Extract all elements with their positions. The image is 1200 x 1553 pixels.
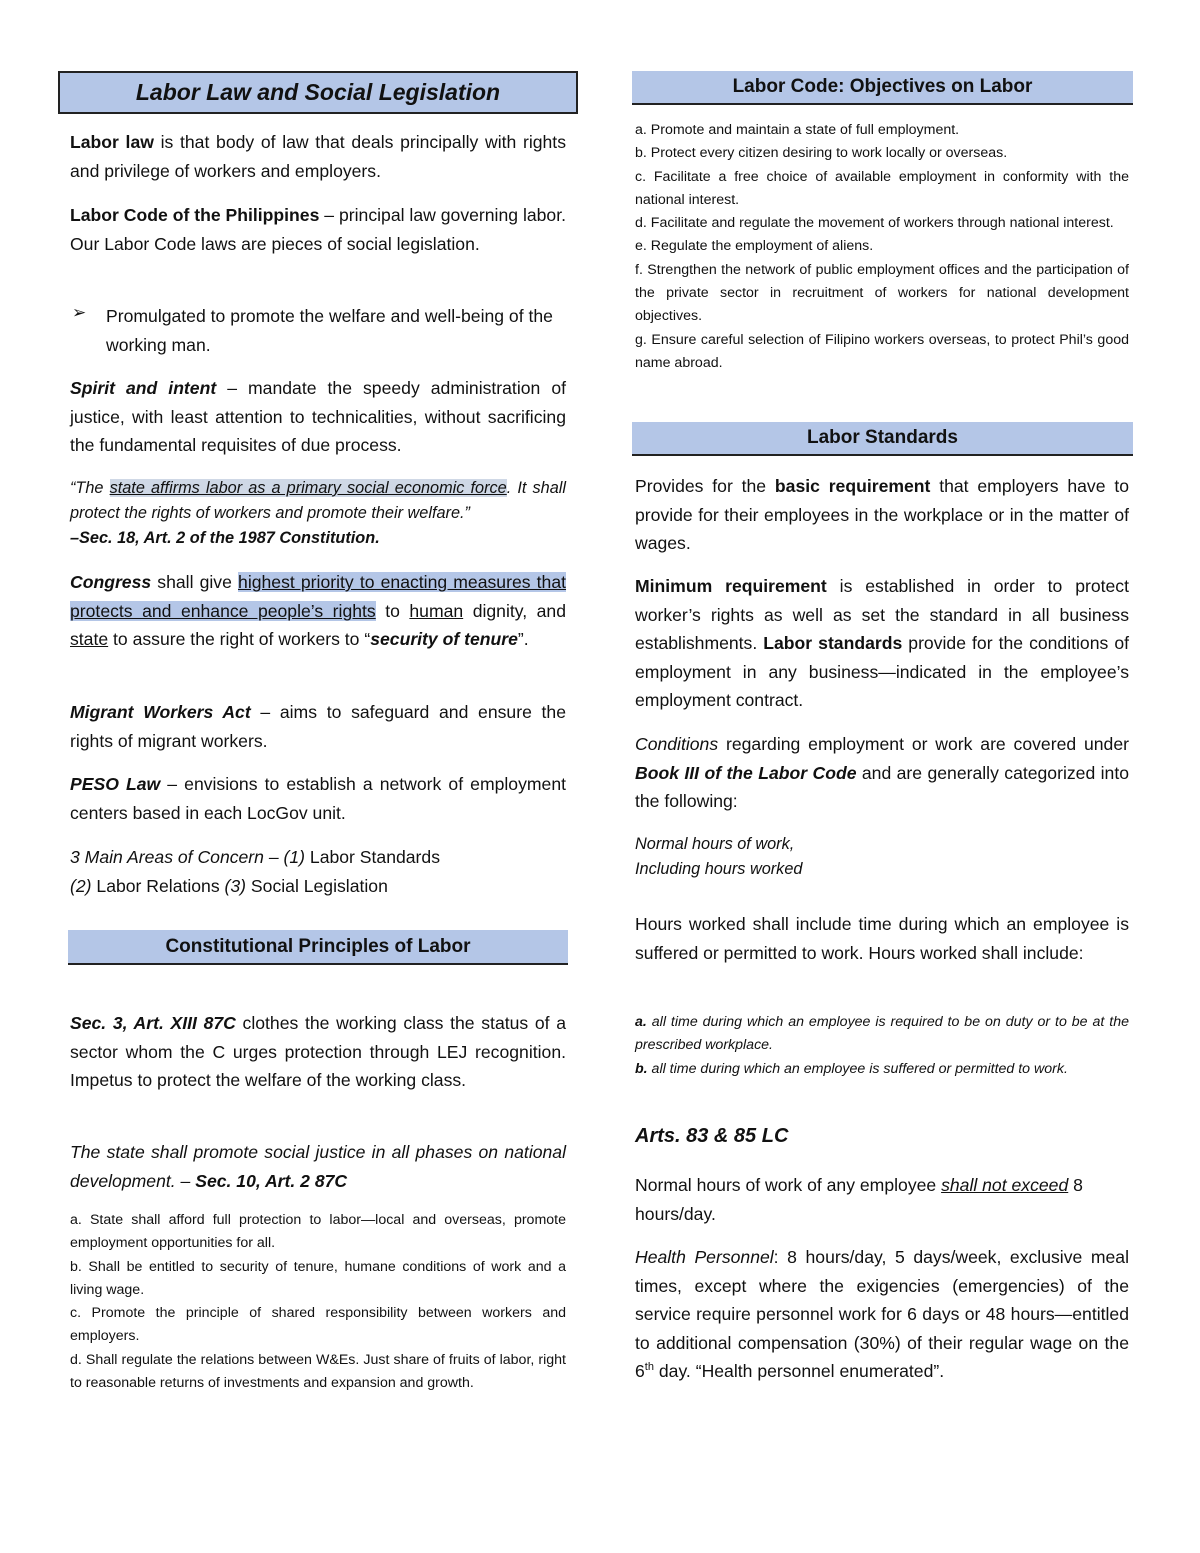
hours-worked-paragraph	[635, 910, 1129, 967]
quote-highlight: state affirms labor as a primary social economic force	[109, 479, 507, 497]
labor-law-term: Labor law	[70, 132, 154, 152]
categories-list	[635, 832, 1129, 882]
conditions-t2: and are generally categorized into the following:	[635, 762, 1129, 812]
list-item	[635, 1011, 1129, 1058]
congress-term: Congress	[70, 572, 152, 592]
migrant-text: – aims to safeguard and ensure the rights of migrant workers.	[70, 702, 566, 751]
constitutional-principles-banner	[68, 930, 568, 965]
minimum-t2: provide for the conditions of employment in any business—indicated in the employee’s employment contract.	[635, 633, 1129, 711]
conditions-book: Book III of the Labor Code	[635, 762, 857, 783]
health-term: Health Personnel	[635, 1247, 774, 1267]
sec3-paragraph	[70, 1009, 566, 1095]
list-text: all time during which an employee is suffered or permitted to work.	[647, 1060, 1068, 1077]
list-item: b. Shall be entitled to security of tenure, humane conditions of work and a living wage.	[70, 1258, 566, 1298]
bullet-text: Promulgated to promote the welfare and well-being of the working man.	[106, 306, 553, 355]
normal-work-t1: Normal hours of work of any employee	[635, 1175, 942, 1195]
objectives-banner	[632, 71, 1133, 105]
sec3-term: Sec. 3, Art. XIII 87C	[70, 1013, 236, 1033]
peso-text: – envisions to establish a network of employment centers based in each LocGov unit.	[70, 774, 566, 823]
congress-t1: shall give	[151, 572, 239, 592]
minimum-paragraph	[635, 572, 1129, 715]
spirit-paragraph	[70, 374, 566, 460]
provides-t2: that employers have to provide for their employees in the workplace or in the matter of wages.	[635, 476, 1130, 554]
areas-t3: Social Legislation	[246, 875, 388, 896]
constitution-quote	[70, 476, 566, 551]
list-letter: b.	[635, 1060, 648, 1077]
migrant-paragraph	[70, 698, 566, 755]
normal-work-underline: shall not exceed	[941, 1175, 1069, 1195]
spirit-text: – mandate the speedy administration of justice, with least attention to technicalities, without sacrificing the fundamental requisites of due process.	[70, 378, 566, 456]
labor-standards-banner	[632, 422, 1133, 456]
provides-paragraph	[635, 472, 1129, 558]
objectives-list	[635, 119, 1129, 375]
normal-work-t2: 8 hours/day.	[635, 1175, 1083, 1224]
list-item	[635, 1058, 1129, 1081]
areas-i3: (3)	[224, 875, 247, 896]
congress-highlight: highest priority to enacting measures that protects and enhance people’s rights	[70, 572, 567, 621]
areas-t2: Labor Relations	[91, 875, 225, 896]
list-letter: a.	[635, 1014, 647, 1030]
congress-t4: to assure the right of workers to “	[108, 629, 371, 650]
conditions-term: Conditions	[635, 734, 719, 754]
health-t2: day. “Health personnel enumerated”.	[653, 1361, 945, 1382]
congress-t3: dignity, and	[463, 600, 566, 621]
minimum-term: Minimum requirement	[635, 576, 827, 596]
congress-tenure: security of tenure	[370, 629, 518, 650]
conditions-t1: regarding employment or work are covered under	[718, 734, 1129, 754]
spirit-term: Spirit and intent	[70, 378, 217, 398]
health-paragraph	[635, 1243, 1129, 1386]
congress-t2: to	[375, 600, 410, 621]
minimum-t1: is established in order to protect worker’s rights as well as set the standard in all business establishments.	[635, 576, 1129, 654]
labor-code-term: Labor Code of the Philippines	[70, 205, 320, 225]
quote-open: “The	[70, 479, 110, 497]
list-item: f. Strengthen the network of public employment offices and the participation of the private sector in recruitment of workers for national development objectives.	[635, 261, 1129, 325]
social-justice-source: Sec. 10, Art. 2 87C	[195, 1170, 348, 1191]
areas-t1: Labor Standards	[305, 847, 440, 867]
list-item: c. Facilitate a free choice of available employment in conformity with the national interest.	[635, 168, 1129, 208]
peso-paragraph	[70, 770, 566, 827]
principles-list	[70, 1209, 566, 1395]
bullet-paragraph	[106, 302, 566, 359]
list-item: Including hours worked	[635, 860, 803, 878]
provides-bold: basic requirement	[774, 476, 931, 496]
constitutional-principles-title: Constitutional Principles of Labor	[165, 936, 471, 957]
list-text: all time during which an employee is required to be on duty or to be at the prescribed workplace.	[635, 1014, 1129, 1054]
list-item: e. Regulate the employment of aliens.	[635, 238, 874, 255]
list-item: d. Shall regulate the relations between W&Es. Just share of fruits of labor, right to reasonable returns of investments and expansion and growth.	[70, 1351, 566, 1392]
sec3-text: clothes the working class the status of a sector whom the C urges protection through LEJ recognition. Impetus to protect the welfare of the working class.	[70, 1013, 566, 1091]
social-justice-text: The state shall promote social justice in all phases on national development. –	[70, 1142, 566, 1191]
arts-heading	[635, 1125, 788, 1148]
migrant-term: Migrant Workers Act	[70, 702, 251, 722]
conditions-paragraph	[635, 730, 1129, 816]
quote-rest: . It shall protect the rights of workers and promote their welfare.”	[70, 479, 566, 522]
congress-paragraph	[70, 568, 566, 654]
objectives-title: Labor Code: Objectives on Labor	[732, 76, 1033, 97]
social-justice-paragraph	[70, 1138, 566, 1195]
normal-work-paragraph	[635, 1171, 1129, 1228]
congress-underline-state: state	[70, 629, 109, 650]
provides-t1: Provides for the	[635, 476, 775, 496]
areas-i2: (2)	[70, 875, 92, 896]
list-item: b. Protect every citizen desiring to work locally or overseas.	[635, 145, 1008, 162]
congress-underline-human: human	[409, 600, 464, 621]
labor-law-text: is that body of law that deals principally with rights and privilege of workers and employers.	[70, 132, 566, 181]
areas-label: 3 Main Areas of Concern – (1)	[70, 847, 306, 867]
left-title-banner	[58, 71, 578, 114]
list-item: g. Ensure careful selection of Filipino workers overseas, to protect Phil’s good name abroad.	[635, 331, 1129, 371]
health-sup: th	[644, 1361, 654, 1374]
list-item: a. Promote and maintain a state of full employment.	[635, 122, 960, 138]
congress-t5: ”.	[517, 629, 529, 650]
list-item: a. State shall afford full protection to labor—local and overseas, promote employment opportunities for all.	[70, 1212, 566, 1252]
quote-source: –Sec. 18, Art. 2 of the 1987 Constitution.	[70, 529, 380, 547]
page-title: Labor Law and Social Legislation	[135, 79, 501, 105]
health-t1: : 8 hours/day, 5 days/week, exclusive meal times, except where the exigencies (emergencies) of the service require personnel work for 6 days or 48 hours—entitled to additional compensation (30%) of their regular wage on the 6	[635, 1247, 1130, 1382]
list-item: c. Promote the principle of shared responsibility between workers and employers.	[70, 1305, 566, 1345]
main-areas-paragraph	[70, 843, 566, 900]
labor-code-text: – principal law governing labor. Our Labor Code laws are pieces of social legislation.	[70, 205, 566, 254]
arts-title: Arts. 83 & 85 LC	[635, 1125, 789, 1147]
hours-worked-list	[635, 1011, 1129, 1081]
labor-code-paragraph	[70, 201, 566, 258]
labor-law-paragraph	[70, 128, 566, 185]
list-item: Normal hours of work,	[635, 835, 795, 853]
list-item: d. Facilitate and regulate the movement of workers through national interest.	[635, 215, 1114, 232]
hours-worked-text: Hours worked shall include time during which an employee is suffered or permitted to work. Hours worked shall include:	[635, 914, 1129, 963]
arrow-bullet-icon: ➢	[72, 303, 87, 322]
minimum-term2: Labor standards	[763, 633, 903, 654]
peso-term: PESO Law	[70, 774, 161, 794]
labor-standards-title: Labor Standards	[807, 427, 958, 448]
